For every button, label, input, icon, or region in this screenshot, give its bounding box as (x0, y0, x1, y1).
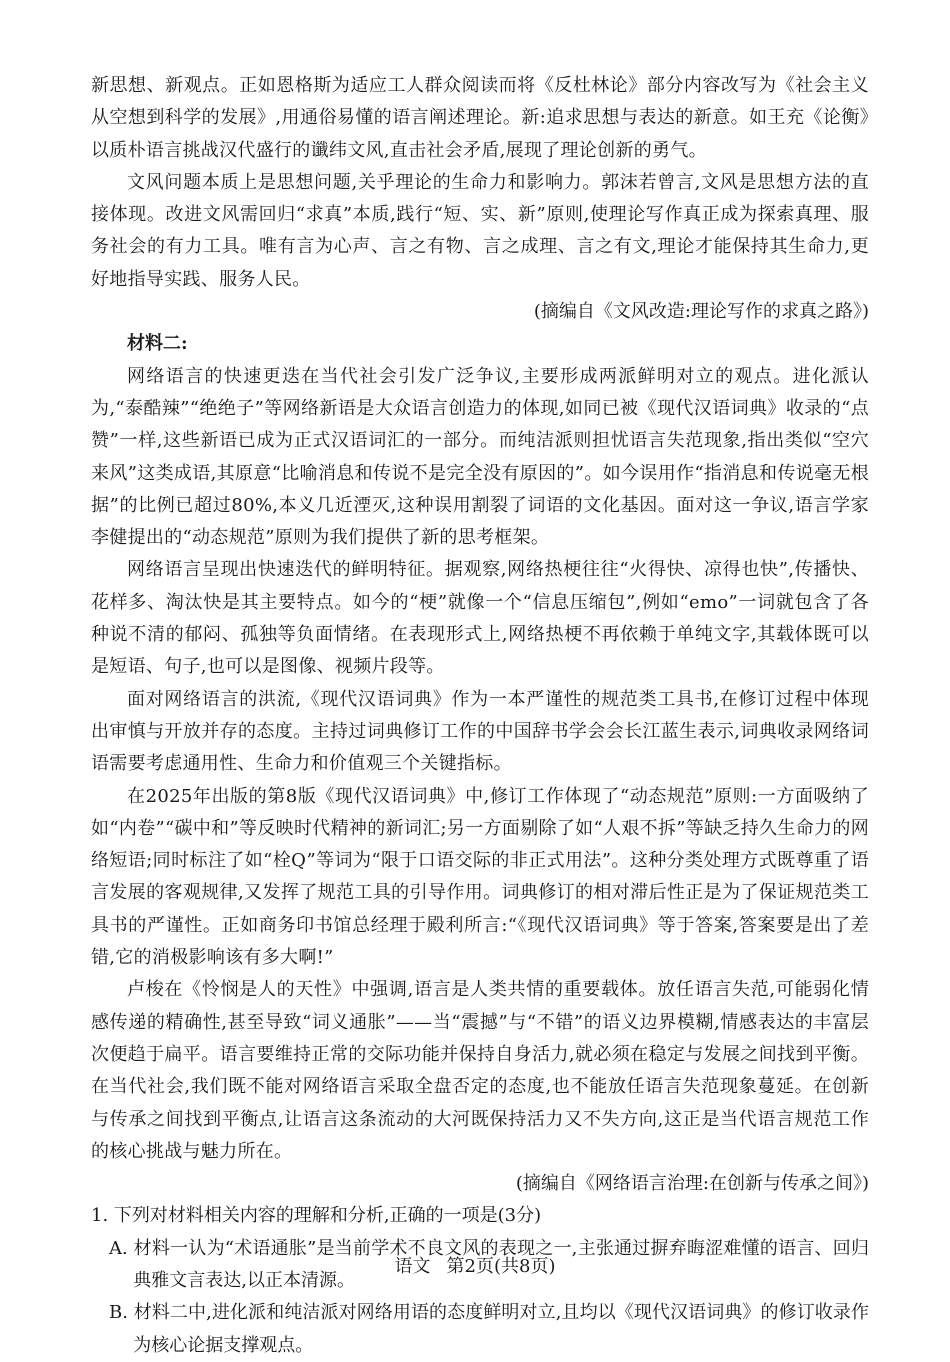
footer-page-number: 第2页(共8页) (446, 1256, 556, 1277)
material-one-source: (摘编自《文风改造:理论写作的求真之路》) (533, 301, 869, 323)
material-two-paragraph: 网络语言呈现出快速迭代的鲜明特征。据观察,网络热梗往往“火得快、凉得也快”,传播快、花样多、淘汰快是其主要特点。如今的“梗”就像一个“信息压缩包”,例如“emo”一词就包含了各种说不清的郁闷、孤独等负面情绪。在表现形式上,网络热梗不再依赖于单纯文字,其载体既可以是短语、句子,也可以是图像、视频片段等。 (91, 559, 869, 678)
question-1-options (91, 1233, 869, 1362)
material-two-paragraph: 面对网络语言的洪流,《现代汉语词典》作为一本严谨性的规范类工具书,在修订过程中体现出审慎与开放并存的态度。主持过词典修订工作的中国辞书学会会长江蓝生表示,词典收录网络词语需要考虑通用性、生命力和价值观三个关键指标。 (91, 688, 869, 775)
material-one-continued-paragraph: 新思想、新观点。正如恩格斯为适应工人群众阅读而将《反杜林论》部分内容改写为《社会主义从空想到科学的发展》,用通俗易懂的语言阐述理论。新:追求思想与表达的新意。如王充《论衡》以质朴语言挑战汉代盛行的谶纬文风,直击社会矛盾,展现了理论创新的勇气。 (91, 75, 869, 161)
material-two-paragraph: 网络语言的快速更迭在当代社会引发广泛争议,主要形成两派鲜明对立的观点。进化派认为,“泰酷辣”“绝绝子”等网络新语是大众语言创造力的体现,如同已被《现代汉语词典》收录的“点赞”一样,这些新语已成为正式汉语词汇的一部分。而纯洁派则担忧语言失范现象,指出类似“空穴来风”这类成语,其原意“比喻消息和传说不是完全没有原因的”。如今误用作“指消息和传说毫无根据”的比例已超过80%,本义几近湮灭,这种误用割裂了词语的文化基因。面对这一争议,语言学家李健提出的“动态规范”原则为我们提供了新的思考框架。 (91, 365, 869, 549)
question-1-option-a: A. 材料一认为“术语通胀”是当前学术不良文风的表现之一,主张通过摒弃晦涩难懂的语言、回归典雅文言表达,以正本清源。 (109, 1237, 869, 1291)
page-content (91, 70, 869, 1362)
material-two-paragraph: 卢梭在《怜悯是人的天性》中强调,语言是人类共情的重要载体。放任语言失范,可能弱化情感传递的精确性,甚至导致“词义通胀”——当“震撼”与“不错”的语义边界模糊,情感表达的丰富层次便趋于扁平。语言要维持正常的交际功能并保持自身活力,就必须在稳定与发展之间找到平衡。在当代社会,我们既不能对网络语言采取全盘否定的态度,也不能放任语言失范现象蔓延。在创新与传承之间找到平衡点,让语言这条流动的大河既保持活力又不失方向,这正是当代语言规范工作的核心挑战与魅力所在。 (91, 979, 869, 1162)
material-two-source: (摘编自《网络语言治理:在创新与传承之间》) (515, 1173, 869, 1195)
material-one-conclusion-paragraph: 文风问题本质上是思想问题,关乎理论的生命力和影响力。郭沫若曾言,文风是思想方法的直接体现。改进文风需回归“求真”本质,践行“短、实、新”原则,使理论写作真正成为探索真理、服务社会的有力工具。唯有言为心声、言之有物、言之成理、言之有文,理论才能保持其生命力,更好地指导实践、服务人民。 (91, 171, 869, 290)
material-two-paragraph: 在2025年出版的第8版《现代汉语词典》中,修订工作体现了“动态规范”原则:一方面吸纳了如“内卷”“碳中和”等反映时代精神的新词汇;另一方面剔除了如“人艰不拆”等缺乏持久生命力的网络短语;同时标注了如“栓Q”等词为“限于口语交际的非正式用法”。这种分类处理方式既尊重了语言发展的客观规律,又发挥了规范工具的引导作用。词典修订的相对滞后性正是为了保证规范类工具书的严谨性。正如商务印书馆总经理于殿利所言:“《现代汉语词典》等于答案,答案要是出了差错,它的消极影响该有多大啊!” (91, 785, 869, 969)
page-footer (0, 1255, 950, 1279)
material-two-heading: 材料二: (127, 333, 188, 355)
question-1-option-b: B. 材料二中,进化派和纯洁派对网络用语的态度鲜明对立,且均以《现代汉语词典》的修订收录作为核心论据支撑观点。 (109, 1302, 869, 1356)
footer-subject: 语文 (394, 1256, 431, 1277)
question-1-stem: 1. 下列对材料相关内容的理解和分析,正确的一项是(3分) (91, 1205, 542, 1227)
